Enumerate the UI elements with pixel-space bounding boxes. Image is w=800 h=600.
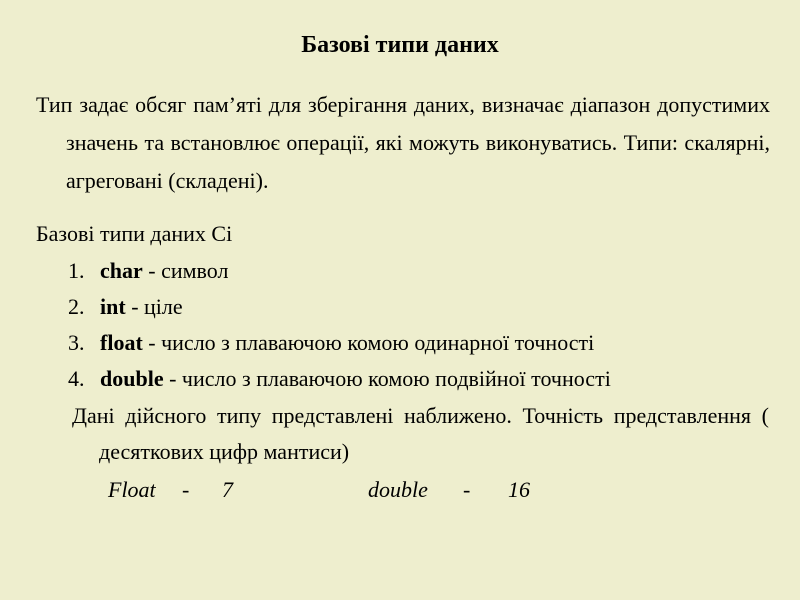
slide-title: Базові типи даних bbox=[301, 32, 499, 58]
float-label: Float bbox=[108, 477, 156, 502]
list-item-number: 2. bbox=[68, 294, 85, 319]
list-item bbox=[68, 289, 768, 325]
type-keyword: int bbox=[100, 294, 126, 319]
list-item-number: 3. bbox=[68, 330, 85, 355]
list-item bbox=[68, 253, 768, 289]
type-description: - ціле bbox=[125, 294, 183, 319]
type-description: - число з плаваючою комою одинарної точності bbox=[142, 330, 595, 355]
type-keyword: float bbox=[100, 330, 143, 355]
list-item-number: 4. bbox=[68, 366, 85, 391]
list-item bbox=[68, 361, 768, 397]
list-item-number: 1. bbox=[68, 258, 85, 283]
double-label: double bbox=[368, 477, 428, 502]
double-digits: 16 bbox=[508, 477, 530, 502]
double-separator: - bbox=[463, 477, 471, 502]
type-description: - число з плаваючою комою подвійної точності bbox=[163, 366, 611, 391]
precision-note: Дані дійсного типу представлені наближено. Точність представлення ( десяткових цифр мантиси) bbox=[72, 403, 769, 464]
types-subheading: Базові типи даних Сі bbox=[36, 221, 233, 246]
float-separator: - bbox=[182, 477, 190, 502]
intro-paragraph: Тип задає обсяг пам’яті для зберігання даних, визначає діапазон допустимих значень та встановлює операції, які можуть виконуватись. Типи: скалярні, агреговані (складені). bbox=[36, 92, 770, 193]
type-keyword: char bbox=[100, 258, 143, 283]
list-item bbox=[68, 325, 768, 361]
type-description: - символ bbox=[142, 258, 229, 283]
float-digits: 7 bbox=[222, 477, 233, 502]
types-list bbox=[68, 253, 768, 397]
type-keyword: double bbox=[100, 366, 164, 391]
